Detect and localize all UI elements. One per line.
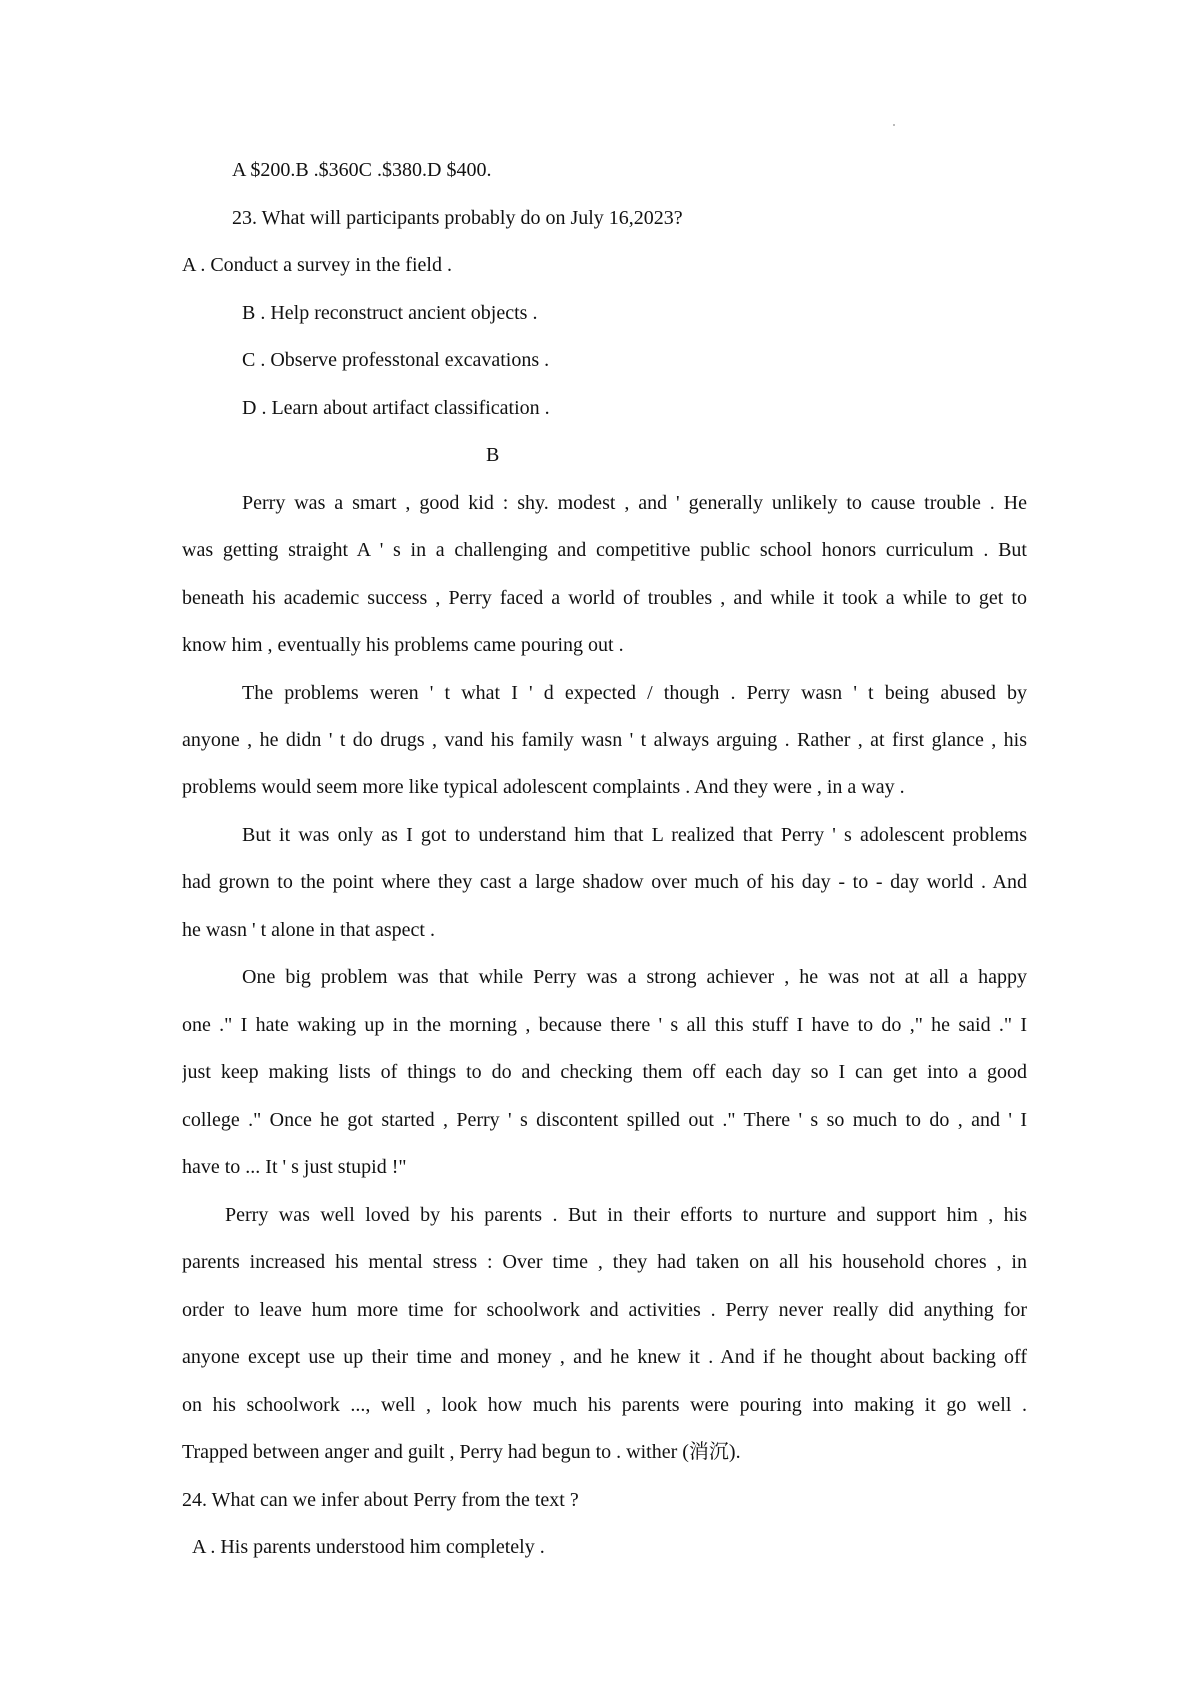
p3-line-3: he wasn ' t alone in that aspect . xyxy=(182,919,435,941)
p5-line-6: Trapped between anger and guilt , Perry had begun to . wither (消沉). xyxy=(182,1441,741,1463)
p2-line-3: problems would seem more like typical adolescent complaints . And they were , in a way . xyxy=(182,776,905,798)
p2-line-1: The problems weren ' t what I ' d expected / though . Perry wasn ' t being abused by xyxy=(242,682,1027,704)
p5-line-5: on his schoolwork ..., well , look how much his parents were pouring into making it go well . xyxy=(182,1394,1027,1416)
q23-option-d: D . Learn about artifact classification . xyxy=(242,397,550,419)
q22-options: A $200.B .$360C .$380.D $400. xyxy=(232,159,492,181)
section-b-heading: B xyxy=(486,444,500,466)
p2-line-2: anyone , he didn ' t do drugs , vand his family wasn ' t always arguing . Rather , at first glance , his xyxy=(182,729,1027,751)
p1-line-1: Perry was a smart , good kid : shy. modest , and ' generally unlikely to cause trouble . He xyxy=(242,492,1027,514)
p5-line-1: Perry was well loved by his parents . But in their efforts to nurture and support him , his xyxy=(225,1204,1027,1226)
p4-line-3: just keep making lists of things to do and checking them off each day so I can get into a good xyxy=(182,1061,1027,1083)
p5-line-4: anyone except use up their time and money , and he knew it . And if he thought about backing off xyxy=(182,1346,1027,1368)
p3-line-1: But it was only as I got to understand him that L realized that Perry ' s adolescent problems xyxy=(242,824,1027,846)
p4-line-5: have to ... It ' s just stupid !" xyxy=(182,1156,407,1178)
p1-line-4: know him , eventually his problems came pouring out . xyxy=(182,634,624,656)
q23-option-b: B . Help reconstruct ancient objects . xyxy=(242,302,538,324)
p5-line-2: parents increased his mental stress : Over time , they had taken on all his household chores , in xyxy=(182,1251,1027,1273)
q24-option-a: A . His parents understood him completely . xyxy=(192,1536,545,1558)
q24-stem: 24. What can we infer about Perry from the text ? xyxy=(182,1489,579,1511)
p5-line-3: order to leave hum more time for schoolwork and activities . Perry never really did anything for xyxy=(182,1299,1027,1321)
q23-option-c: C . Observe professtonal excavations . xyxy=(242,349,550,371)
p1-line-2: was getting straight A ' s in a challenging and competitive public school honors curriculum . But xyxy=(182,539,1027,561)
q23-stem: 23. What will participants probably do on July 16,2023? xyxy=(232,207,683,229)
p4-line-1: One big problem was that while Perry was a strong achiever , he was not at all a happy xyxy=(242,966,1027,988)
q23-option-a: A . Conduct a survey in the field . xyxy=(182,254,452,276)
p4-line-4: college ." Once he got started , Perry ' s discontent spilled out ." There ' s so much to do , and ' I xyxy=(182,1109,1027,1131)
p4-line-2: one ." I hate waking up in the morning , because there ' s all this stuff I have to do ," he said ." I xyxy=(182,1014,1027,1036)
p3-line-2: had grown to the point where they cast a large shadow over much of his day - to - day world . And xyxy=(182,871,1027,893)
scan-dot xyxy=(893,124,895,126)
p1-line-3: beneath his academic success , Perry faced a world of troubles , and while it took a while to get to xyxy=(182,587,1027,609)
